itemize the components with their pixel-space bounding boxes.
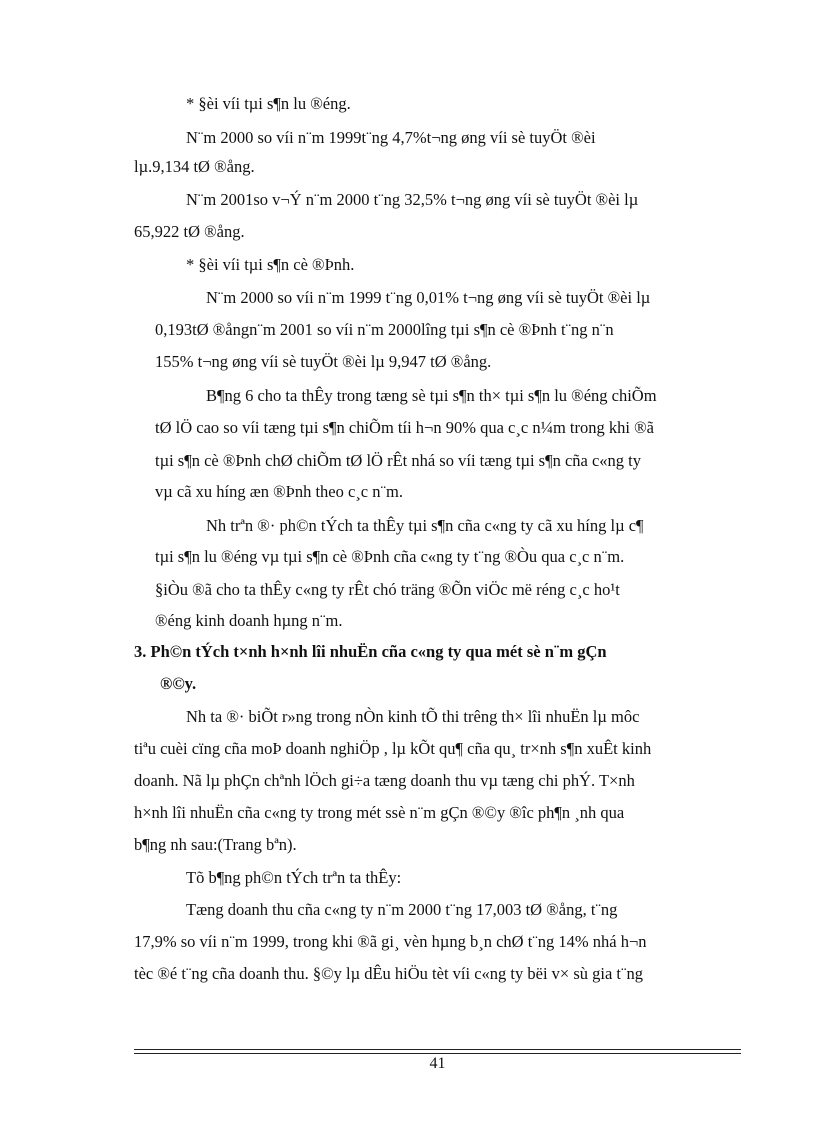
text-line: * §èi víi tµi s¶n lu ®éng. [186, 94, 351, 113]
section-heading: * §èi víi tµi s¶n cè ®Þnh. [186, 255, 355, 274]
text-line: doanh. Nã lµ phÇn chªnh lÖch gi÷a tæng doanh thu vµ tæng chi phÝ. T×nh [134, 771, 635, 790]
text-line: Nh trªn ®· ph©n tÝch ta thÊy tµi s¶n cña c«ng ty cã xu híng lµ c¶ [206, 516, 644, 535]
text-line: 155% t¬ng øng víi sè tuyÖt ®èi lµ 9,947 tØ ®ång. [155, 352, 492, 371]
text-line: tèc ®é t¨ng cña doanh thu. §©y lµ dÊu hiÖu tèt víi c«ng ty bëi v× sù gia t¨ng [134, 964, 643, 983]
text-line: vµ cã xu híng æn ®Þnh theo c¸c n¨m. [155, 482, 403, 501]
text-line: tµi s¶n cè ®Þnh chØ chiÕm tØ lÖ rÊt nhá so víi tæng tµi s¶n cña c«ng ty [155, 451, 641, 470]
justified-line [186, 707, 740, 727]
text-line: N¨m 2001so v¬Ý n¨m 2000 t¨ng 32,5% t¬ng øng víi sè tuyÖt ®èi lµ [186, 190, 639, 209]
text-line: 17,9% so víi n¨m 1999, trong khi ®ã gi¸ vèn hµng b¸n chØ t¨ng 14% nhá h¬n [134, 932, 647, 951]
text-line: N¨m 2000 so víi n¨m 1999 t¨ng 0,01% t¬ng øng víi sè tuyÖt ®èi lµ [206, 288, 651, 307]
text-line: N¨m 2000 so víi n¨m 1999t¨ng 4,7%t¬ng øng víi sè tuyÖt ®èi [186, 128, 596, 147]
text-line: B¶ng 6 cho ta thÊy trong tæng sè tµi s¶n th× tµi s¶n lu ®éng chiÕm [206, 386, 657, 405]
text-line: tµi s¶n lu ®éng vµ tµi s¶n cè ®Þnh cña c«ng ty t¨ng ®Òu qua c¸c n¨m. [155, 547, 625, 566]
text-line: ®éng kinh doanh hµng n¨m. [155, 611, 343, 630]
text-line: Nh ta ®· biÕt r»ng trong nÒn kinh tÕ thi trêng th× lîi nhuËn lµ môc [186, 707, 640, 726]
text-line: tiªu cuèi cïng cña moÞ doanh nghiÖp , lµ kÕt qu¶ cña qu¸ tr×nh s¶n xuÊt kinh [134, 739, 652, 758]
text-line: tØ lÖ cao so víi tæng tµi s¶n chiÕm tíi h¬n 90% qua c¸c n¼m trong khi ®ã [155, 418, 654, 437]
numbered-heading: 3. Ph©n tÝch t×nh h×nh lîi nhuËn cña c«ng ty qua mét sè n¨m gÇn [134, 642, 607, 661]
text-line: Tæng doanh thu cña c«ng ty n¨m 2000 t¨ng 17,003 tØ ®ång, t¨ng [186, 900, 618, 919]
text-line: Tõ b¶ng ph©n tÝch trªn ta thÊy: [186, 868, 402, 887]
text-line: §iÒu ®ã cho ta thÊy c«ng ty rÊt chó träng ®Õn viÖc më réng c¸c ho¹t [155, 580, 620, 599]
text-line: 0,193tØ ®ångn¨m 2001 so víi n¨m 2000lîng tµi s¶n cè ®Þnh t¨ng n¨n [155, 320, 614, 339]
footer-rule [134, 1049, 741, 1050]
text-line: h×nh lîi nhuËn cña c«ng ty trong mét ssè n¨m gÇn ®©y ®îc ph¶n ¸nh qua [134, 803, 625, 822]
text-line: lµ.9,134 tØ ®ång. [134, 157, 255, 176]
text-line: 65,922 tØ ®ång. [134, 222, 245, 241]
numbered-heading-cont: ®©y. [160, 674, 197, 693]
page-number: 41 [429, 1055, 446, 1072]
text-line: b¶ng nh sau:(Trang bªn). [134, 835, 297, 854]
